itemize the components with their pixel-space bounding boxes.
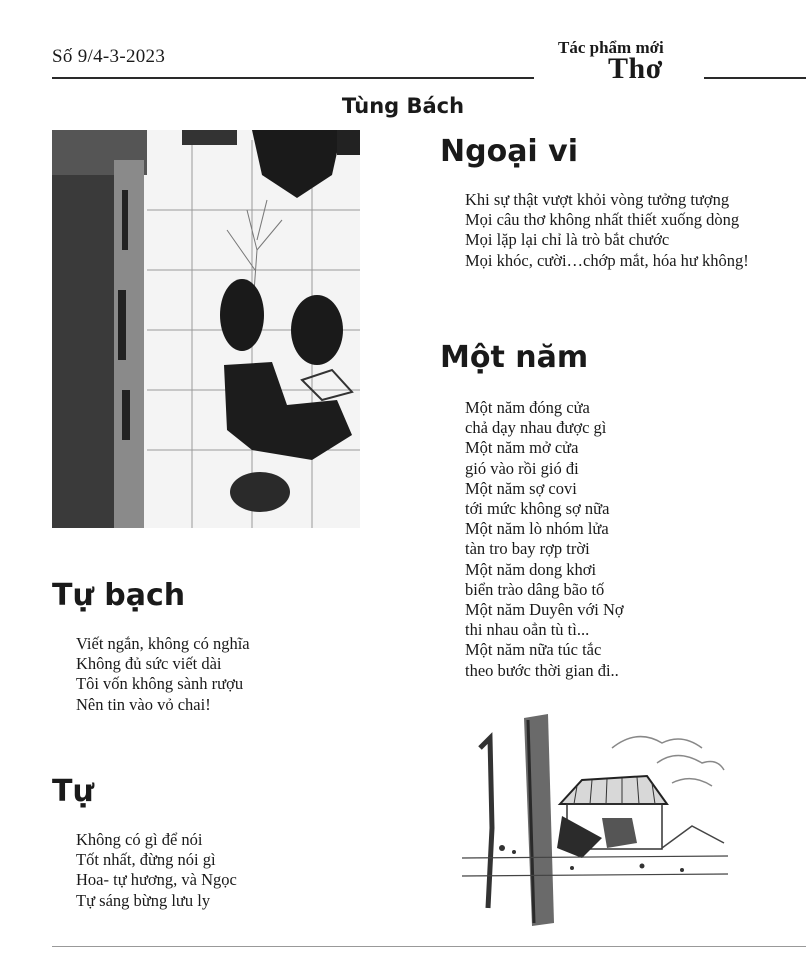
issue-number: Số 9/4-3-2023 <box>52 46 166 67</box>
header-rule-left <box>52 77 534 79</box>
poem-line: Tôi vốn không sành rượu <box>76 674 244 694</box>
poem-body-mot-nam <box>465 398 624 681</box>
poem-title-tu-bach: Tự bạch <box>52 578 186 613</box>
poem-title-ngoai-vi: Ngoại vi <box>440 134 579 169</box>
poem-line: theo bước thời gian đi.. <box>465 660 619 680</box>
poem-line: tàn tro bay rợp trời <box>465 539 590 559</box>
poem-line: Một năm nữa túc tắc <box>465 640 602 660</box>
poem-line: Không có gì để nói <box>76 830 203 849</box>
poem-title-mot-nam: Một năm <box>440 340 589 375</box>
poem-body-tu <box>76 830 237 911</box>
poem-line: Viết ngắn, không có nghĩa <box>76 634 250 653</box>
footer-rule <box>52 946 806 947</box>
poem-line: Mọi câu thơ không nhất thiết xuống dòng <box>465 210 740 230</box>
poem-line: biển trào dâng bão tố <box>465 579 605 599</box>
ink-illustration-abstract <box>52 130 360 528</box>
poem-body-tu-bach <box>76 634 250 715</box>
section-title: Thơ <box>608 52 663 85</box>
poem-body-ngoai-vi <box>465 190 749 271</box>
poem-line: Mọi lặp lại chỉ là trò bắt chước <box>465 230 670 250</box>
poem-line: Một năm Duyên với Nợ <box>465 600 624 620</box>
poem-line: Một năm dong khơi <box>465 559 597 579</box>
poem-line: Tốt nhất, đừng nói gì <box>76 850 216 870</box>
poem-line: Một năm mở cửa <box>465 438 579 458</box>
header-rule-right <box>704 77 806 79</box>
poem-line: Một năm đóng cửa <box>465 398 590 417</box>
poem-line: gió vào rồi gió đi <box>465 458 579 478</box>
poem-line: thi nhau oẳn tù tì... <box>465 620 590 640</box>
poem-line: Một năm lò nhóm lửa <box>465 519 609 539</box>
poem-title-tu: Tự <box>52 774 94 809</box>
poem-line: tới mức không sợ nữa <box>465 499 610 519</box>
poem-line: Hoa- tự hương, và Ngọc <box>76 870 237 890</box>
poem-line: Tự sáng bừng lưu ly <box>76 890 211 910</box>
poem-line: Nên tin vào vỏ chai! <box>76 694 211 714</box>
poem-line: Một năm sợ covi <box>465 478 577 498</box>
ink-illustration-pagoda <box>462 708 728 930</box>
section-subtitle: Tác phẩm mới <box>558 38 664 57</box>
poem-line: Không đủ sức viết dài <box>76 654 222 674</box>
author-name: Tùng Bách <box>341 94 465 118</box>
poem-line: chả dạy nhau được gì <box>465 418 607 438</box>
poem-line: Khi sự thật vượt khỏi vòng tưởng tượng <box>465 190 730 209</box>
poem-line: Mọi khóc, cười…chớp mắt, hóa hư không! <box>465 250 749 270</box>
